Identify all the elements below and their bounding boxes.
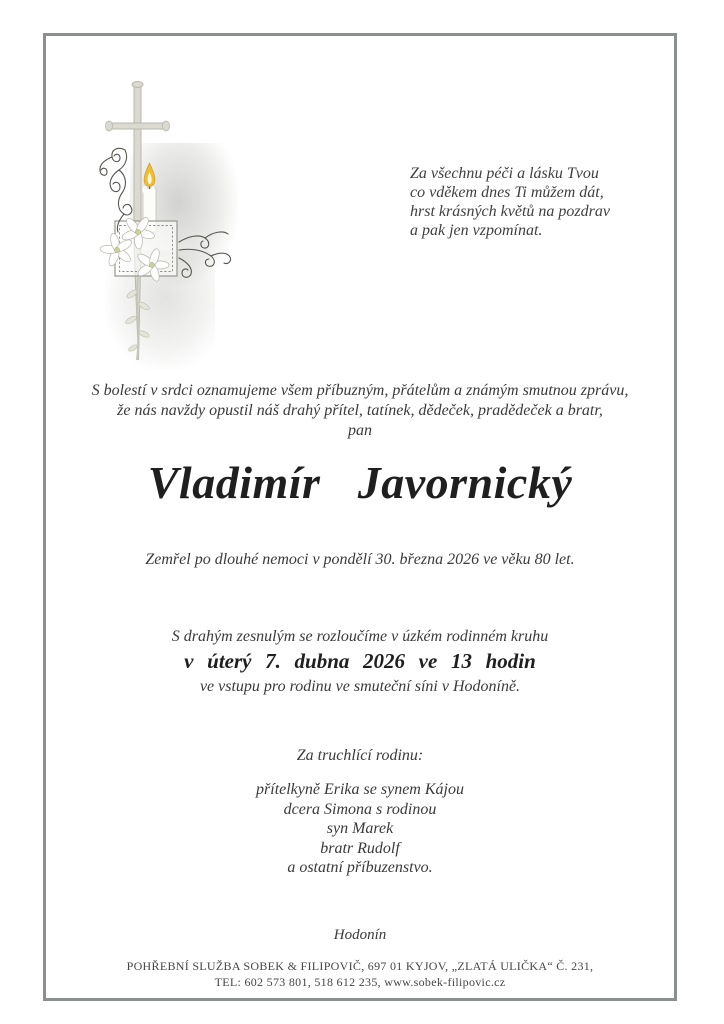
announcement-line: že nás navždy opustil náš drahý přítel, tatínek, dědeček, pradědeček a bratr,	[117, 402, 603, 419]
family-member: dcera Simona s rodinou	[283, 800, 437, 818]
memorial-poem	[410, 164, 630, 240]
memorial-artwork-svg	[75, 60, 275, 380]
funeral-location: ve vstupu pro rodinu ve smuteční síni v Hodoníně.	[199, 678, 521, 695]
deceased-name: Vladimír Javornický	[147, 457, 573, 508]
footer-address-line: POHŘEBNÍ SLUŽBA SOBEK & FILIPOVIČ, 697 01 KYJOV, „ZLATÁ ULIČKA“ Č. 231,	[126, 959, 594, 973]
poem-line: hrst krásných květů na pozdrav	[410, 203, 610, 220]
death-info: Zemřel po dlouhé nemoci v pondělí 30. března 2026 ve věku 80 let.	[145, 551, 575, 568]
announcement-text	[43, 381, 677, 441]
family-member: přítelkyně Erika se synem Kájou	[256, 781, 464, 798]
poem-line: Za všechnu péči a lásku Tvou	[410, 165, 599, 182]
funeral-intro: S drahým zesnulým se rozloučíme v úzkém rodinném kruhu	[171, 628, 549, 645]
family-members	[43, 780, 677, 878]
announcement-line: S bolestí v srdci oznamujeme všem příbuzným, přátelům a známým smutnou zprávu,	[91, 382, 629, 399]
stem-icon	[125, 278, 151, 360]
memorial-artwork	[75, 60, 275, 380]
family-heading: Za truchlící rodinu:	[296, 747, 424, 764]
family-member: syn Marek	[326, 820, 394, 837]
family-member: a ostatní příbuzenstvo.	[287, 859, 433, 876]
funeral-date: v úterý 7. dubna 2026 ve 13 hodin	[184, 649, 536, 673]
footer-contact-line: TEL: 602 573 801, 518 612 235, www.sobek-filipovic.cz	[214, 974, 506, 989]
poem-line: a pak jen vzpomínat.	[410, 222, 543, 239]
family-member: bratr Rudolf	[320, 839, 400, 857]
funeral-service-footer	[43, 959, 677, 990]
poem-line: co vděkem dnes Ti můžem dát,	[410, 184, 604, 201]
flame-icon	[144, 163, 155, 186]
announcement-line: pan	[348, 422, 372, 439]
place-name: Hodonín	[333, 927, 387, 943]
